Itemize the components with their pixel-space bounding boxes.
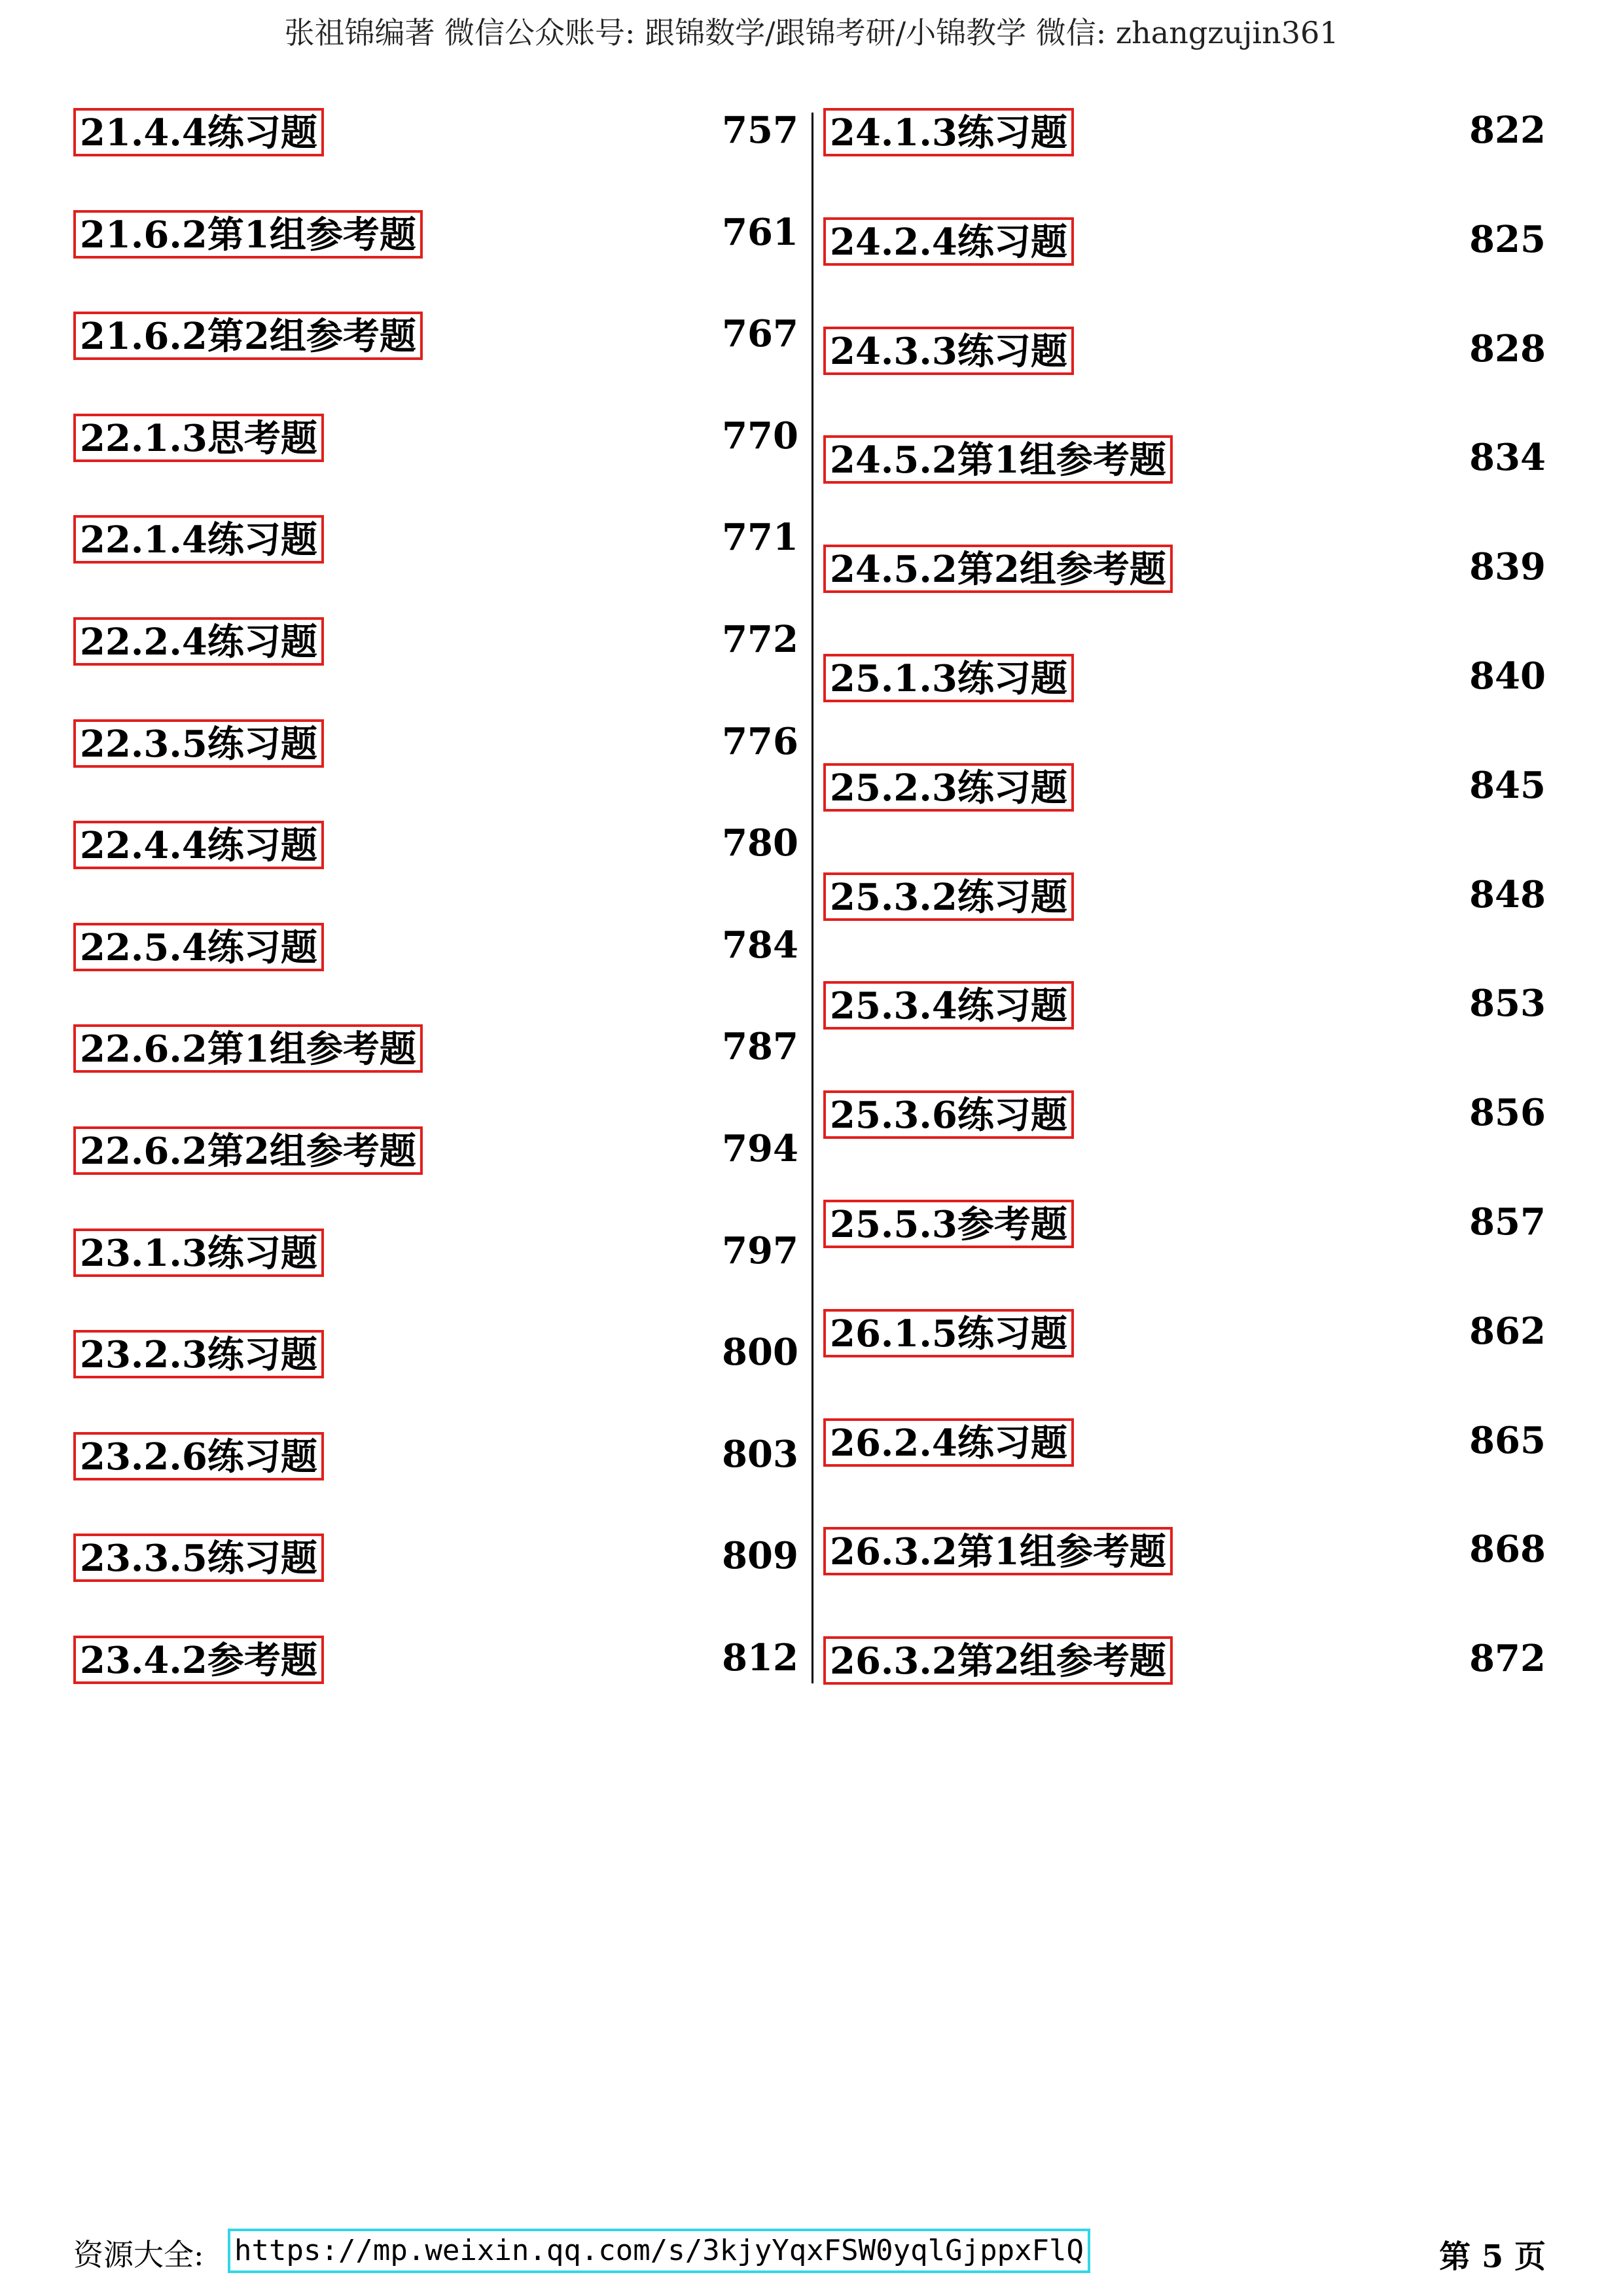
- toc-entry[interactable]: [73, 515, 798, 565]
- toc-entry[interactable]: [823, 763, 1546, 813]
- page-header: 张祖锦编著 微信公众账号: 跟锦数学/跟锦考研/小锦教学 微信: zhangzujin361: [284, 15, 1339, 50]
- toc-entry[interactable]: [823, 1418, 1546, 1468]
- page-footer: [73, 2229, 1546, 2274]
- toc-entry-page-number: 767: [722, 312, 798, 356]
- toc-entry-page-number: 797: [722, 1229, 798, 1272]
- toc-entry-link[interactable]: 24.5.2第1组参考题: [823, 435, 1173, 484]
- toc-entry-page-number: 809: [722, 1534, 798, 1578]
- toc-entry-page-number: 772: [722, 618, 798, 661]
- toc-entry-page-number: 776: [722, 719, 798, 763]
- toc-entry[interactable]: [823, 108, 1546, 158]
- toc-entry-page-number: 872: [1469, 1637, 1546, 1681]
- toc-entry-link[interactable]: 22.1.3思考题: [73, 414, 324, 462]
- toc-entry-page-number: 825: [1469, 217, 1546, 261]
- toc-entry-page-number: 800: [722, 1331, 798, 1374]
- toc-entry-link[interactable]: 26.1.5练习题: [823, 1309, 1074, 1357]
- toc-entry-link[interactable]: 24.5.2第2组参考题: [823, 545, 1173, 593]
- toc-entry-page-number: 839: [1469, 545, 1546, 589]
- toc-entry-link[interactable]: 23.4.2参考题: [73, 1636, 324, 1684]
- toc-entry-link[interactable]: 23.3.5练习题: [73, 1534, 324, 1582]
- toc-entry-page-number: 770: [722, 414, 798, 457]
- toc-entry-page-number: 845: [1469, 763, 1546, 807]
- toc-entry[interactable]: [73, 719, 798, 769]
- toc-entry-link[interactable]: 23.1.3练习题: [73, 1229, 324, 1277]
- toc-entry[interactable]: [73, 617, 798, 667]
- toc-entry-link[interactable]: 26.2.4练习题: [823, 1418, 1074, 1467]
- toc-entry-link[interactable]: 25.3.6练习题: [823, 1090, 1074, 1139]
- toc-entry-link[interactable]: 24.2.4练习题: [823, 217, 1074, 266]
- toc-entry-link[interactable]: 26.3.2第1组参考题: [823, 1527, 1173, 1575]
- toc-entry-page-number: 794: [722, 1127, 798, 1170]
- toc-entry-page-number: 856: [1469, 1091, 1546, 1135]
- toc-entry[interactable]: [823, 1090, 1546, 1140]
- toc-entry[interactable]: [73, 1229, 798, 1278]
- toc-entry-link[interactable]: 24.1.3练习题: [823, 108, 1074, 156]
- toc-entry-page-number: 840: [1469, 655, 1546, 698]
- toc-entry-page-number: 868: [1469, 1528, 1546, 1571]
- toc-entry[interactable]: [823, 872, 1546, 922]
- toc-entry-link[interactable]: 23.2.3练习题: [73, 1330, 324, 1378]
- toc-entry[interactable]: [823, 1200, 1546, 1249]
- resource-label: 资源大全:: [73, 2237, 204, 2272]
- toc-entry[interactable]: [73, 1636, 798, 1685]
- toc-entry-link[interactable]: 22.4.4练习题: [73, 821, 324, 869]
- toc-entry[interactable]: [823, 327, 1546, 376]
- toc-entry-link[interactable]: 25.5.3参考题: [823, 1200, 1074, 1248]
- toc-entry[interactable]: [73, 1024, 798, 1074]
- toc-entry-page-number: 780: [722, 821, 798, 865]
- toc-entry-page-number: 812: [722, 1636, 798, 1679]
- toc-entry[interactable]: [73, 1330, 798, 1380]
- resource-link[interactable]: https://mp.weixin.qq.com/s/3kjyYqxFSW0yqlGjppxFlQ: [228, 2229, 1090, 2273]
- toc-entry-page-number: 803: [722, 1432, 798, 1476]
- toc-entry[interactable]: [73, 821, 798, 870]
- toc-entry[interactable]: [823, 545, 1546, 594]
- toc-entry-link[interactable]: 22.2.4练习题: [73, 617, 324, 666]
- toc-entry[interactable]: [823, 1636, 1546, 1686]
- toc-entry[interactable]: [823, 981, 1546, 1031]
- toc-entry-link[interactable]: 23.2.6练习题: [73, 1432, 324, 1480]
- toc-entry-link[interactable]: 22.1.4练习题: [73, 515, 324, 564]
- toc-entry[interactable]: [73, 923, 798, 973]
- toc-entry-page-number: 761: [722, 210, 798, 254]
- toc-entry-link[interactable]: 25.1.3练习题: [823, 654, 1074, 702]
- toc-entry[interactable]: [823, 217, 1546, 267]
- toc-entry-page-number: 853: [1469, 982, 1546, 1026]
- page-number: 第 5 页: [1439, 2238, 1546, 2275]
- toc-entry-link[interactable]: 21.6.2第1组参考题: [73, 210, 423, 259]
- toc-entry[interactable]: [73, 108, 798, 158]
- toc-entry[interactable]: [73, 1126, 798, 1176]
- toc-entry[interactable]: [823, 435, 1546, 485]
- toc-entry-link[interactable]: 22.3.5练习题: [73, 719, 324, 768]
- toc-entry-link[interactable]: 26.3.2第2组参考题: [823, 1636, 1173, 1685]
- toc-entry-link[interactable]: 22.6.2第1组参考题: [73, 1024, 423, 1073]
- toc-entry-page-number: 865: [1469, 1418, 1546, 1462]
- column-divider: [812, 113, 813, 1683]
- toc-entry-page-number: 862: [1469, 1309, 1546, 1353]
- toc-entry-link[interactable]: 21.4.4练习题: [73, 108, 324, 156]
- toc-entry[interactable]: [73, 1432, 798, 1482]
- toc-entry-page-number: 828: [1469, 327, 1546, 370]
- toc-entry[interactable]: [73, 210, 798, 260]
- toc-entry[interactable]: [823, 1527, 1546, 1577]
- toc-entry[interactable]: [823, 654, 1546, 704]
- toc-entry-link[interactable]: 21.6.2第2组参考题: [73, 312, 423, 360]
- toc-entry-page-number: 857: [1469, 1200, 1546, 1244]
- toc-entry-link[interactable]: 24.3.3练习题: [823, 327, 1074, 375]
- toc-entry[interactable]: [73, 312, 798, 361]
- toc-entry-page-number: 757: [722, 109, 798, 152]
- toc-entry-page-number: 848: [1469, 872, 1546, 916]
- toc-entry-link[interactable]: 22.5.4练习题: [73, 923, 324, 971]
- toc-entry[interactable]: [823, 1309, 1546, 1359]
- toc-entry-page-number: 784: [722, 923, 798, 967]
- toc-entry-link[interactable]: 25.2.3练习题: [823, 763, 1074, 812]
- toc-entry[interactable]: [73, 414, 798, 463]
- toc-entry-link[interactable]: 22.6.2第2组参考题: [73, 1126, 423, 1175]
- toc-entry-page-number: 822: [1469, 109, 1546, 152]
- toc-entry-link[interactable]: 25.3.2练习题: [823, 872, 1074, 921]
- toc-entry-page-number: 834: [1469, 436, 1546, 480]
- toc-entry-link[interactable]: 25.3.4练习题: [823, 981, 1074, 1030]
- toc-entry[interactable]: [73, 1534, 798, 1583]
- toc-entry-page-number: 787: [722, 1025, 798, 1069]
- toc-entry-page-number: 771: [722, 516, 798, 560]
